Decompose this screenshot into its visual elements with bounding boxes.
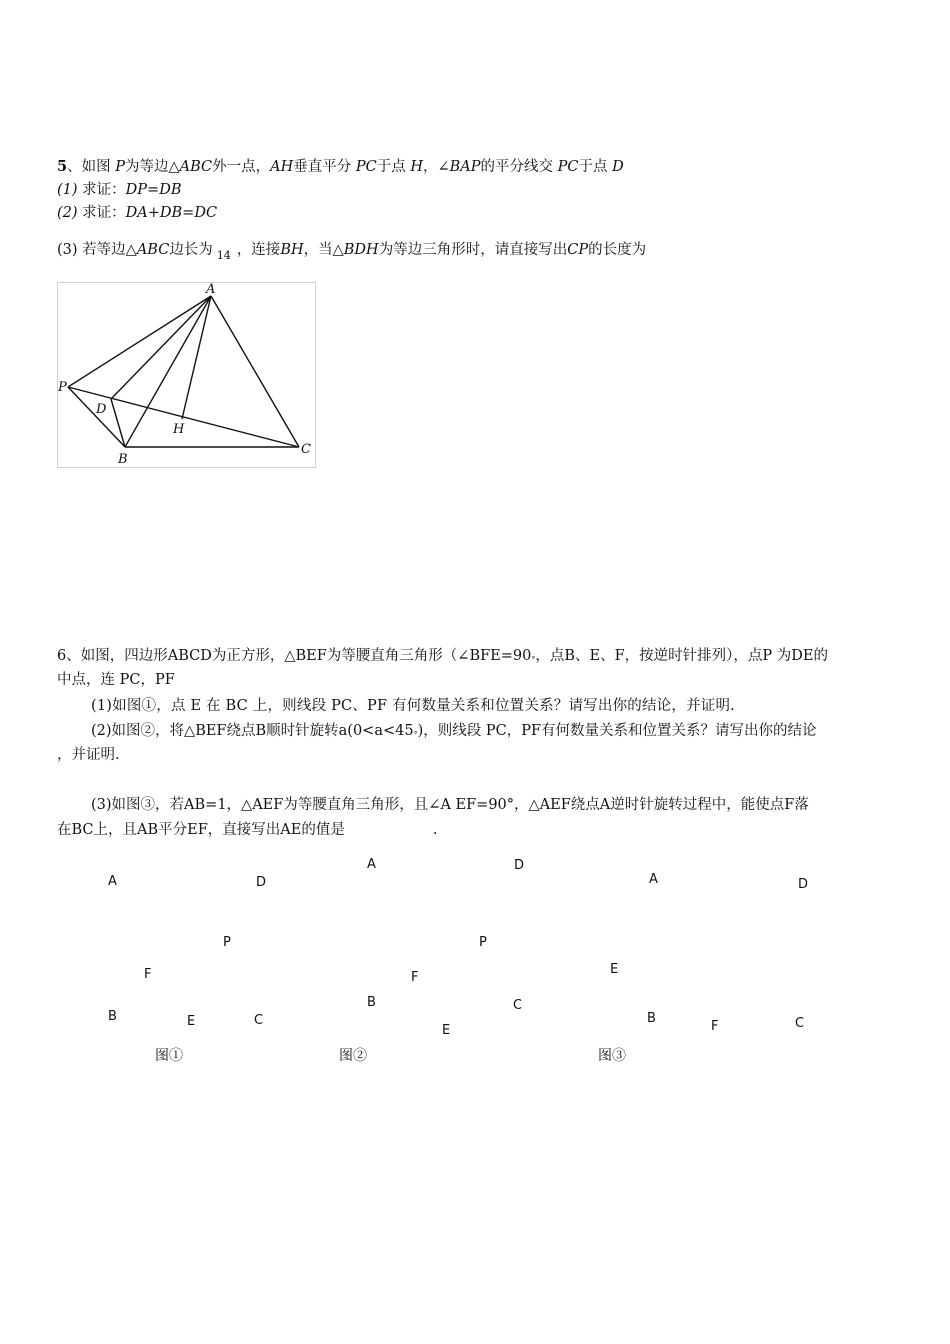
fig3-label-B: B <box>647 1011 656 1026</box>
segment-AH <box>182 296 211 419</box>
q5-figure <box>57 282 316 468</box>
q6-part2-line1 <box>91 721 817 745</box>
part-text: 求证： <box>82 205 126 221</box>
fig1-label-F: F <box>144 967 152 982</box>
fig1-label-P: P <box>223 935 231 950</box>
segment-AC <box>211 296 299 447</box>
fig3-caption: 图③ <box>598 1048 626 1064</box>
q6-text: ，点B、E、F，按逆时针排列），点P 为DE的 <box>535 648 828 664</box>
var-P: P <box>115 159 125 175</box>
var-PC: PC <box>355 159 377 175</box>
fig1-label-E: E <box>187 1014 196 1029</box>
q6-part3-line2 <box>57 820 437 840</box>
fig3-label-A: A <box>649 872 658 887</box>
fig2-label-A: A <box>367 857 376 872</box>
segment-PC <box>68 387 299 447</box>
var-ABC: ABC <box>136 242 170 258</box>
q5-intro: 、如图 <box>67 159 111 175</box>
figure-label-B: B <box>118 452 128 467</box>
part-text: 若等边△ <box>82 242 137 258</box>
fig3-label-D: D <box>798 877 809 892</box>
degree-mark: ° <box>413 730 418 739</box>
var-H: H <box>410 159 423 175</box>
fig2-label-E: E <box>442 1023 451 1038</box>
q6-stem-line2: 中点，连 PC，PF <box>57 672 175 688</box>
q6-part2-line2: ，并证明. <box>57 747 120 763</box>
var-BAP: BAP <box>449 159 481 175</box>
var-BH: BH <box>280 242 304 258</box>
part-expression: DA+DB=DC <box>125 205 218 221</box>
fig2-label-D: D <box>514 858 525 873</box>
q5-part1 <box>57 180 181 200</box>
fig2-label-C: C <box>513 998 523 1013</box>
q5-text: 外一点， <box>212 159 271 175</box>
fig1-label-C: C <box>254 1013 264 1028</box>
part-expression: DP=DB <box>125 182 182 198</box>
fig3-label-C: C <box>795 1016 805 1031</box>
q5-text: 垂直平分 <box>293 159 352 175</box>
q6-text: 6、如图，四边形ABCD为正方形，△BEF为等腰直角三角形（∠BFE=90 <box>57 648 532 664</box>
q6-text: 在BC上，且AB平分EF，直接写出AE的值是 <box>57 822 345 838</box>
fig1-label-A: A <box>108 874 117 889</box>
part-text: 边长为 <box>169 242 213 258</box>
q5-text: ，∠ <box>422 159 450 175</box>
fig2-caption: 图② <box>339 1048 367 1064</box>
q5-text: 为等边△ <box>124 159 180 175</box>
q6-text: )，则线段 PC，PF有何数量关系和位置关系？请写出你的结论 <box>417 723 817 739</box>
part-number: (1) <box>57 182 78 198</box>
q6-text: (2)如图②，将△BEF绕点B顺时针旋转a(0<a<45 <box>91 723 414 739</box>
fig1-label-B: B <box>108 1009 117 1024</box>
q5-stem <box>57 157 624 177</box>
var-CP: CP <box>567 242 589 258</box>
fig1-caption: 图① <box>155 1048 183 1064</box>
q5-number: 5 <box>57 158 68 175</box>
segment-PA <box>68 296 211 387</box>
fig2-label-P: P <box>479 935 487 950</box>
part-text: 为等边三角形时，请直接写出 <box>378 242 568 258</box>
fig1-label-D: D <box>256 875 267 890</box>
var-PC: PC <box>557 159 579 175</box>
figure-label-H: H <box>173 422 185 437</box>
fig2-label-F: F <box>411 970 419 985</box>
var-BDH: BDH <box>343 242 379 258</box>
fig3-label-F: F <box>711 1019 719 1034</box>
side-length-value: 14 <box>216 249 231 262</box>
var-AH: AH <box>270 159 294 175</box>
q5-part3 <box>57 240 646 261</box>
figure-label-C: C <box>301 442 311 457</box>
q5-text: 于点 <box>578 159 608 175</box>
q6-stem-line1 <box>57 646 828 670</box>
var-D: D <box>612 159 624 175</box>
figure-label-D: D <box>96 402 107 417</box>
fig3-label-E: E <box>610 962 619 977</box>
q5-text: 的平分线交 <box>480 159 554 175</box>
part-number: (3) <box>57 242 78 258</box>
q5-part2 <box>57 203 217 223</box>
figure-label-A: A <box>206 283 216 297</box>
degree-mark: ° <box>531 655 536 664</box>
part-number: (2) <box>57 205 78 221</box>
figure-label-P: P <box>58 380 67 395</box>
fig2-label-B: B <box>367 995 376 1010</box>
q5-text: 于点 <box>376 159 406 175</box>
q6-part1: (1)如图①，点 E 在 BC 上，则线段 PC、PF 有何数量关系和位置关系？请写出你的结论，并证明. <box>91 698 735 714</box>
part-text: 的长度为 <box>588 242 647 258</box>
part-text: 求证： <box>82 182 126 198</box>
q6-part3-line1: (3)如图③，若AB=1，△AEF为等腰直角三角形，且∠A EF=90°，△AEF绕点A逆时针旋转过程中，能使点F落 <box>91 797 809 813</box>
part-text: ，连接 <box>236 242 281 258</box>
triangle-diagram <box>58 283 315 467</box>
var-ABC: ABC <box>179 159 213 175</box>
part-text: ，当△ <box>303 242 344 258</box>
q6-text: . <box>432 822 438 838</box>
